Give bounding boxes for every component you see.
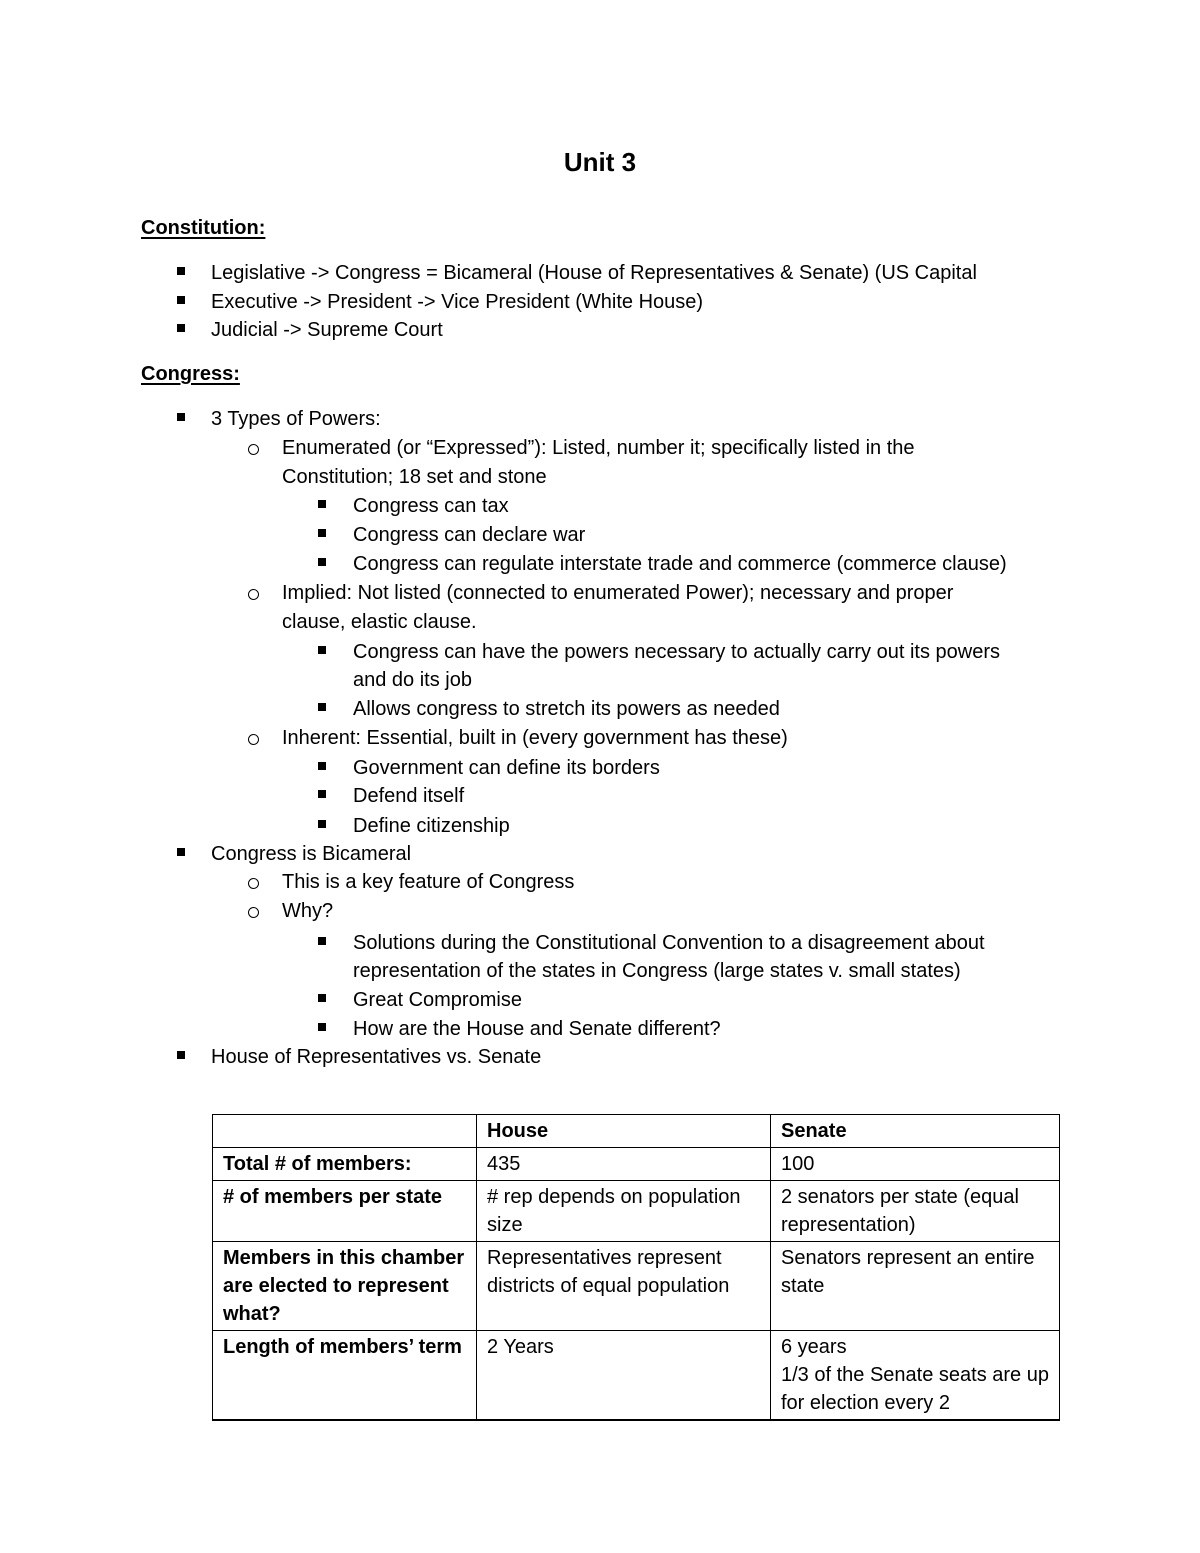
list-item: Congress is Bicameral <box>211 843 412 865</box>
list-item: 3 Types of Powers: <box>211 408 381 430</box>
table-cell: Representatives represent districts of equal population <box>477 1242 771 1331</box>
square-bullet-icon <box>177 413 185 421</box>
table-cell: 2 senators per state (equal representation) <box>771 1181 1060 1242</box>
table-row <box>213 1331 1060 1421</box>
circle-bullet-icon <box>248 907 259 918</box>
square-bullet-icon <box>177 324 185 332</box>
list-item: Defend itself <box>353 785 465 807</box>
table-cell: 100 <box>771 1148 1060 1181</box>
square-bullet-icon <box>318 500 326 508</box>
square-bullet-icon <box>177 296 185 304</box>
square-bullet-icon <box>318 762 326 770</box>
list-item: Congress can tax <box>353 495 509 517</box>
table-row-label: Total # of members: <box>213 1148 477 1181</box>
list-item: How are the House and Senate different? <box>353 1018 721 1040</box>
table-cell-line: 6 years <box>781 1336 847 1358</box>
table-row <box>213 1181 1060 1242</box>
list-item: Solutions during the Constitutional Convention to a disagreement about <box>353 932 985 954</box>
square-bullet-icon <box>318 703 326 711</box>
list-item: Congress can regulate interstate trade and commerce (commerce clause) <box>353 553 1007 575</box>
list-item-continuation: Constitution; 18 set and stone <box>282 466 547 488</box>
list-item: Judicial -> Supreme Court <box>211 319 443 341</box>
list-item: Inherent: Essential, built in (every government has these) <box>282 727 788 749</box>
list-item: This is a key feature of Congress <box>282 871 575 893</box>
table-header-cell: House <box>477 1115 771 1148</box>
circle-bullet-icon <box>248 444 259 455</box>
table-row <box>213 1242 1060 1331</box>
square-bullet-icon <box>318 1023 326 1031</box>
table-header-cell: Senate <box>771 1115 1060 1148</box>
square-bullet-icon <box>177 848 185 856</box>
table-header-cell <box>213 1115 477 1148</box>
table-cell: 2 Years <box>477 1331 771 1421</box>
list-item: Legislative -> Congress = Bicameral (House of Representatives & Senate) (US Capital <box>211 262 977 284</box>
list-item: Government can define its borders <box>353 757 660 779</box>
square-bullet-icon <box>318 646 326 654</box>
table-cell-line: 1/3 of the Senate seats are up for election every 2 <box>781 1364 1049 1414</box>
table-row-label: # of members per state <box>213 1181 477 1242</box>
list-item: Allows congress to stretch its powers as needed <box>353 698 780 720</box>
list-item: Congress can have the powers necessary to actually carry out its powers <box>353 641 1000 663</box>
list-item-continuation: and do its job <box>353 669 472 691</box>
square-bullet-icon <box>177 1051 185 1059</box>
square-bullet-icon <box>318 994 326 1002</box>
circle-bullet-icon <box>248 589 259 600</box>
table-cell: 435 <box>477 1148 771 1181</box>
list-item: Great Compromise <box>353 989 522 1011</box>
list-item: Enumerated (or “Expressed”): Listed, number it; specifically listed in the <box>282 437 915 459</box>
circle-bullet-icon <box>248 878 259 889</box>
square-bullet-icon <box>318 558 326 566</box>
square-bullet-icon <box>318 937 326 945</box>
list-item: Why? <box>282 900 334 922</box>
list-item-continuation: clause, elastic clause. <box>282 611 477 633</box>
constitution-heading: Constitution: <box>141 217 266 239</box>
table-cell: Senators represent an entire state <box>771 1242 1060 1331</box>
list-item-continuation: representation of the states in Congress (large states v. small states) <box>353 960 961 982</box>
square-bullet-icon <box>318 820 326 828</box>
list-item: House of Representatives vs. Senate <box>211 1046 542 1068</box>
page-title: Unit 3 <box>563 147 637 177</box>
table-row-label: Length of members’ term <box>213 1331 477 1421</box>
list-item: Implied: Not listed (connected to enumerated Power); necessary and proper <box>282 582 954 604</box>
list-item: Congress can declare war <box>353 524 586 546</box>
table-row-label: Members in this chamber are elected to represent what? <box>213 1242 477 1331</box>
square-bullet-icon <box>177 267 185 275</box>
square-bullet-icon <box>318 529 326 537</box>
table-row <box>213 1148 1060 1181</box>
table-cell <box>771 1331 1060 1421</box>
circle-bullet-icon <box>248 734 259 745</box>
comparison-table <box>212 1114 1060 1421</box>
list-item: Executive -> President -> Vice President (White House) <box>211 291 704 313</box>
square-bullet-icon <box>318 790 326 798</box>
table-cell: # rep depends on population size <box>477 1181 771 1242</box>
table-header-row <box>213 1115 1060 1148</box>
congress-heading: Congress: <box>141 363 240 385</box>
list-item: Define citizenship <box>353 815 510 837</box>
